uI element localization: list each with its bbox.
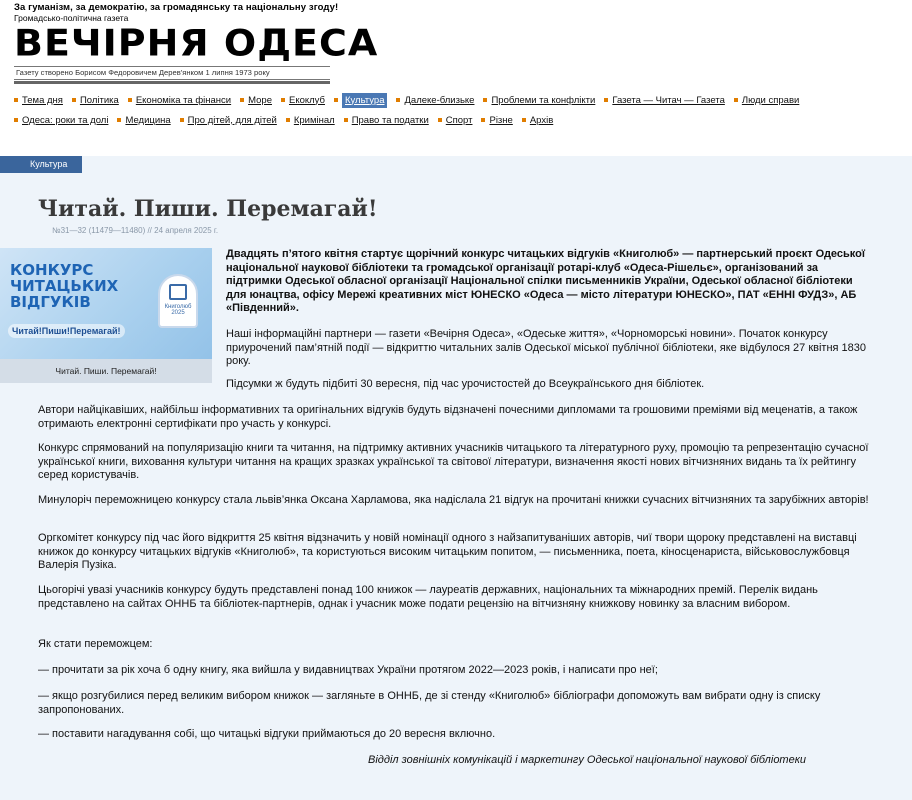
bullet-icon: [344, 118, 348, 122]
nav-item-arkhiv[interactable]: Архів: [522, 115, 553, 126]
bullet-icon: [14, 98, 18, 102]
article-lead: Двадцять п’ятого квітня стартує щорічний конкурс читацьких відгуків «Книголюб» — партнерський проєкт Одеської національної наукової бібліотеки та громадської організації ротарі-клуб «Одеса-Рішельє», організований за підтримки Одеської обласної організації Національної спілки письменників України, Одеської обласної бібліотеки для юнацтва, офісу Мережі креативних міст ЮНЕСКО «Одеса — місто літератури ЮНЕСКО», ПАТ «ЕННІ ФУДЗ», АБ «Південний».: [226, 248, 865, 314]
bullet-icon: [128, 98, 132, 102]
bullet-icon: [180, 118, 184, 122]
bullet-icon: [522, 118, 526, 122]
banner-line-2: ЧИТАЦЬКИХ: [10, 277, 119, 295]
nav-item-medytsyna[interactable]: Медицина: [117, 115, 170, 126]
article-figure: [0, 248, 212, 383]
nav-row-2: [14, 110, 904, 130]
article-area: [0, 156, 912, 800]
founder-note: Газету створено Борисом Федоровичем Дерев'янком 1 липня 1973 року: [16, 68, 270, 77]
nav-item-more[interactable]: Море: [240, 95, 272, 106]
bullet-icon: [334, 98, 338, 102]
site-logo[interactable]: ВЕЧІРНЯ ОДЕСА: [14, 22, 379, 64]
article-paragraph: Минулоріч переможницею конкурсу стала львів’янка Оксана Харламова, яка надіслала 21 відгук на прочитані книжки сучасних вітчизняних та зарубіжних авторів!: [38, 494, 869, 506]
main-navigation: [14, 90, 904, 130]
nav-item-rizne[interactable]: Різне: [481, 115, 512, 126]
bullet-icon: [117, 118, 121, 122]
bullet-icon: [396, 98, 400, 102]
article-list-item: — якщо розгубилися перед великим вибором книжок — загляньте в ОННБ, де зі стенду «Книголюб» бібліографи допоможуть вам вибрати одну із списку запропонованих.: [38, 690, 821, 716]
article-paragraph: Оргкомітет конкурсу під час його відкриття 25 квітня відзначить у новій номінації одного з найзапитуваніших авторів, чиї твори щороку представлені на виставці книжок до конкурсу читацьких відгуків «Книголюб», та користуються високим читацьким попитом, — письменника, поета, кіносценариста, військовослужбовця Валерія Пузіка.: [38, 532, 857, 571]
nav-item-ekonomika[interactable]: Економіка та фінанси: [128, 95, 231, 106]
bullet-icon: [286, 118, 290, 122]
nav-item-odesa-roky[interactable]: Одеса: роки та долі: [14, 115, 108, 126]
masthead-subtitle: Громадсько-політична газета: [14, 13, 129, 23]
article-paragraph: Наші інформаційні партнери — газети «Вечірня Одеса», «Одеське життя», «Чорноморські новини». Початок конкурсу приурочений пам’ятній події — відкриттю читальних залів Одеської міської публічної бібліотеки, яке відбулося 27 квітня 1830 року.: [226, 328, 867, 367]
bullet-icon: [281, 98, 285, 102]
bullet-icon: [72, 98, 76, 102]
masthead-slogan: За гуманізм, за демократію, за громадянську та національну згоду!: [14, 2, 339, 13]
article-signature: Відділ зовнішніх комунікацій і маркетингу Одеської національної наукової бібліотеки: [368, 754, 807, 766]
bullet-icon: [483, 98, 487, 102]
banner-line-1: КОНКУРС: [10, 261, 94, 279]
article-title: Читай. Пиши. Перемагай!: [38, 196, 378, 222]
nav-item-tema-dnya[interactable]: Тема дня: [14, 95, 63, 106]
nav-item-daleke-blyzke[interactable]: Далеке-близьке: [396, 95, 474, 106]
bullet-icon: [481, 118, 485, 122]
nav-item-ekoklub[interactable]: Екоклуб: [281, 95, 325, 106]
bullet-icon: [240, 98, 244, 102]
book-icon: [169, 284, 187, 300]
knyholyub-badge: [158, 274, 198, 328]
article-meta: №31—32 (11479—11480) // 24 апреля 2025 г.: [52, 226, 219, 235]
banner-line-3: ВІДГУКІВ: [10, 293, 91, 311]
nav-item-gazeta-chytach[interactable]: Газета — Читач — Газета: [604, 95, 725, 106]
figure-caption: Читай. Пиши. Перемагай!: [55, 366, 157, 376]
badge-year: 2025: [171, 310, 185, 316]
article-paragraph: Цьогорічі увазі учасників конкурсу будуть представлені понад 100 книжок — лауреатів державних, національних та міжнародних премій. Перелік видань представлено на сайтах ОННБ та бібліотек-партнерів, однак і учасник може подати рецензію на вітчизняну книжкову новинку за власним вибором.: [38, 584, 818, 610]
banner-tagline: Читай!Пиши!Перемагай!: [8, 324, 125, 338]
badge-name: Книголюб: [164, 304, 192, 310]
section-label[interactable]: Культура: [0, 156, 82, 173]
article-list-item: — прочитати за рік хоча б одну книгу, яка вийшла у видавництвах України протягом 2022—2023 років, і написати про неї;: [38, 664, 658, 676]
founder-band: [14, 66, 330, 80]
nav-item-kryminal[interactable]: Кримінал: [286, 115, 335, 126]
article-paragraph: Як стати переможцем:: [38, 638, 153, 650]
nav-item-lyudy-spravy[interactable]: Люди справи: [734, 95, 799, 106]
article-paragraph: Автори найцікавіших, найбільш інформативних та оригінальних відгуків будуть відзначені почесними дипломами та грошовими преміями від меценатів, а також отримають електронні сертифікати про участь у конкурсі.: [38, 404, 858, 430]
article-list-item: — поставити нагадування собі, що читацькі відгуки приймаються до 20 вересня включно.: [38, 728, 496, 740]
masthead: [14, 2, 379, 84]
nav-item-dity[interactable]: Про дітей, для дітей: [180, 115, 277, 126]
bullet-icon: [438, 118, 442, 122]
nav-item-polityka[interactable]: Політика: [72, 95, 119, 106]
masthead-divider: [14, 81, 330, 84]
nav-item-problemy[interactable]: Проблеми та конфлікти: [483, 95, 595, 106]
bullet-icon: [14, 118, 18, 122]
article-paragraph: Підсумки ж будуть підбиті 30 вересня, під час урочистостей до Всеукраїнського дня бібліотек.: [226, 378, 705, 390]
bullet-icon: [604, 98, 608, 102]
contest-banner-image[interactable]: [0, 248, 212, 359]
nav-item-sport[interactable]: Спорт: [438, 115, 473, 126]
article-paragraph: Конкурс спрямований на популяризацію книги та читання, на підтримку активних учасників читацького та літературного руху, промоцію та репрезентацію сучасної української книги, виховання культури читання на кращих зразках української та світової літератури, визначення якості нових вітчизняних видань та їх рейтингу серед користувачів.: [38, 442, 869, 481]
nav-item-kultura[interactable]: Культура: [334, 93, 388, 108]
nav-row-1: [14, 90, 904, 110]
nav-item-pravo[interactable]: Право та податки: [344, 115, 429, 126]
bullet-icon: [734, 98, 738, 102]
